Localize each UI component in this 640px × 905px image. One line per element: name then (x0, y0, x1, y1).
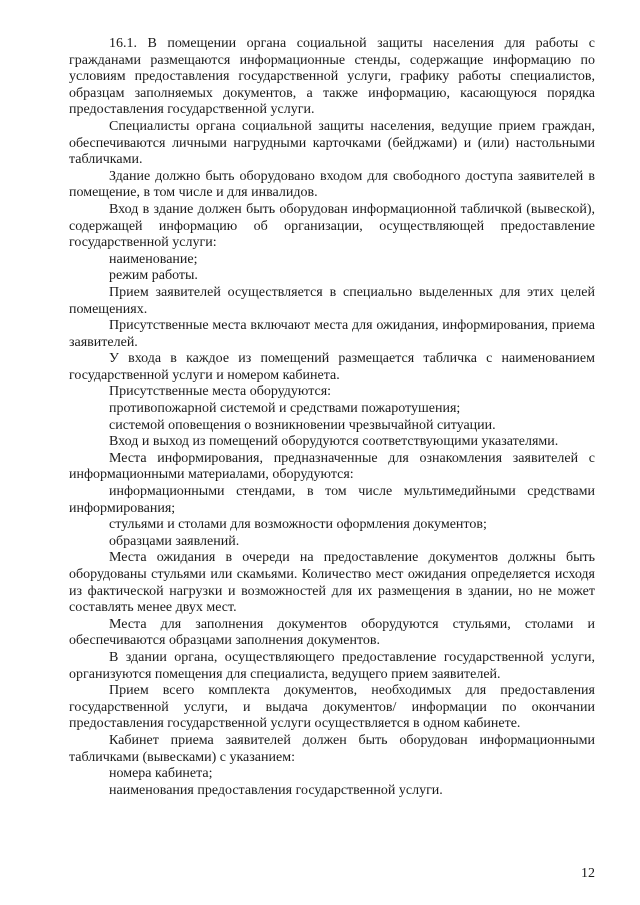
list-item: информационными стендами, в том числе мультимедийными средствами информирования; (69, 484, 595, 516)
list-item: наименования предоставления государственной услуги. (109, 782, 443, 798)
paragraph: Места для заполнения документов оборудуются стульями, столами и обеспечиваются образцами заполнения документов. (69, 616, 595, 649)
paragraph: Присутственные места включают места для ожидания, информирования, приема заявителей. (69, 318, 595, 350)
paragraph: Места информирования, предназначенные для ознакомления заявителей с информационными материалами, оборудуются: (69, 450, 595, 483)
paragraph: Кабинет приема заявителей должен быть оборудован информационными табличками (вывесками) с указанием: (69, 732, 595, 765)
paragraph: Прием заявителей осуществляется в специально выделенных для этих целей помещениях. (69, 284, 595, 317)
list-item: образцами заявлений. (109, 533, 240, 549)
list-item: стульями и столами для возможности оформления документов; (109, 517, 487, 533)
paragraph: Вход в здание должен быть оборудован информационной табличкой (вывеской), содержащей информацию об организации, осуществляющей предоставление государственной услуги: (69, 201, 595, 251)
paragraph: Здание должно быть оборудовано входом для свободного доступа заявителей в помещение, в том числе и для инвалидов. (69, 168, 595, 201)
document-body (69, 36, 595, 799)
list-item: режим работы. (109, 268, 198, 284)
paragraph: Прием всего комплекта документов, необходимых для предоставления государственной услуги, и выдача документов/ информации по окончании предоставления государственной услуги осуществляется в одном кабинете. (69, 683, 595, 732)
paragraph: 16.1. В помещении органа социальной защиты населения для работы с гражданами размещаются информационные стенды, содержащие информацию по условиям предоставления государственной услуги, графику работы специалистов, образцам заполняемых документов, а также информацию, касающуюся порядка предоставления государственной услуги. (69, 36, 595, 118)
page-number: 12 (581, 866, 595, 881)
paragraph: Вход и выход из помещений оборудуются соответствующими указателями. (109, 434, 559, 450)
paragraph: Присутственные места оборудуются: (109, 384, 332, 400)
list-item: наименование; (109, 251, 198, 267)
list-item: номера кабинета; (109, 766, 213, 782)
list-item: системой оповещения о возникновении чрезвычайной ситуации. (109, 417, 496, 433)
paragraph: Специалисты органа социальной защиты населения, ведущие прием граждан, обеспечиваются личными нагрудными карточками (бейджами) и (или) настольными табличками. (69, 118, 595, 168)
paragraph: В здании органа, осуществляющего предоставление государственной услуги, организуются помещения для специалиста, ведущего прием заявителей. (69, 649, 595, 682)
paragraph: У входа в каждое из помещений размещается табличка с наименованием государственной услуги и номером кабинета. (69, 351, 595, 383)
list-item: противопожарной системой и средствами пожаротушения; (109, 401, 461, 417)
paragraph: Места ожидания в очереди на предоставление документов должны быть оборудованы стульями или скамьями. Количество мест ожидания определяется исходя из фактической нагрузки и возможностей для их размещения в здании, но не может составлять менее двух мест. (69, 550, 595, 616)
